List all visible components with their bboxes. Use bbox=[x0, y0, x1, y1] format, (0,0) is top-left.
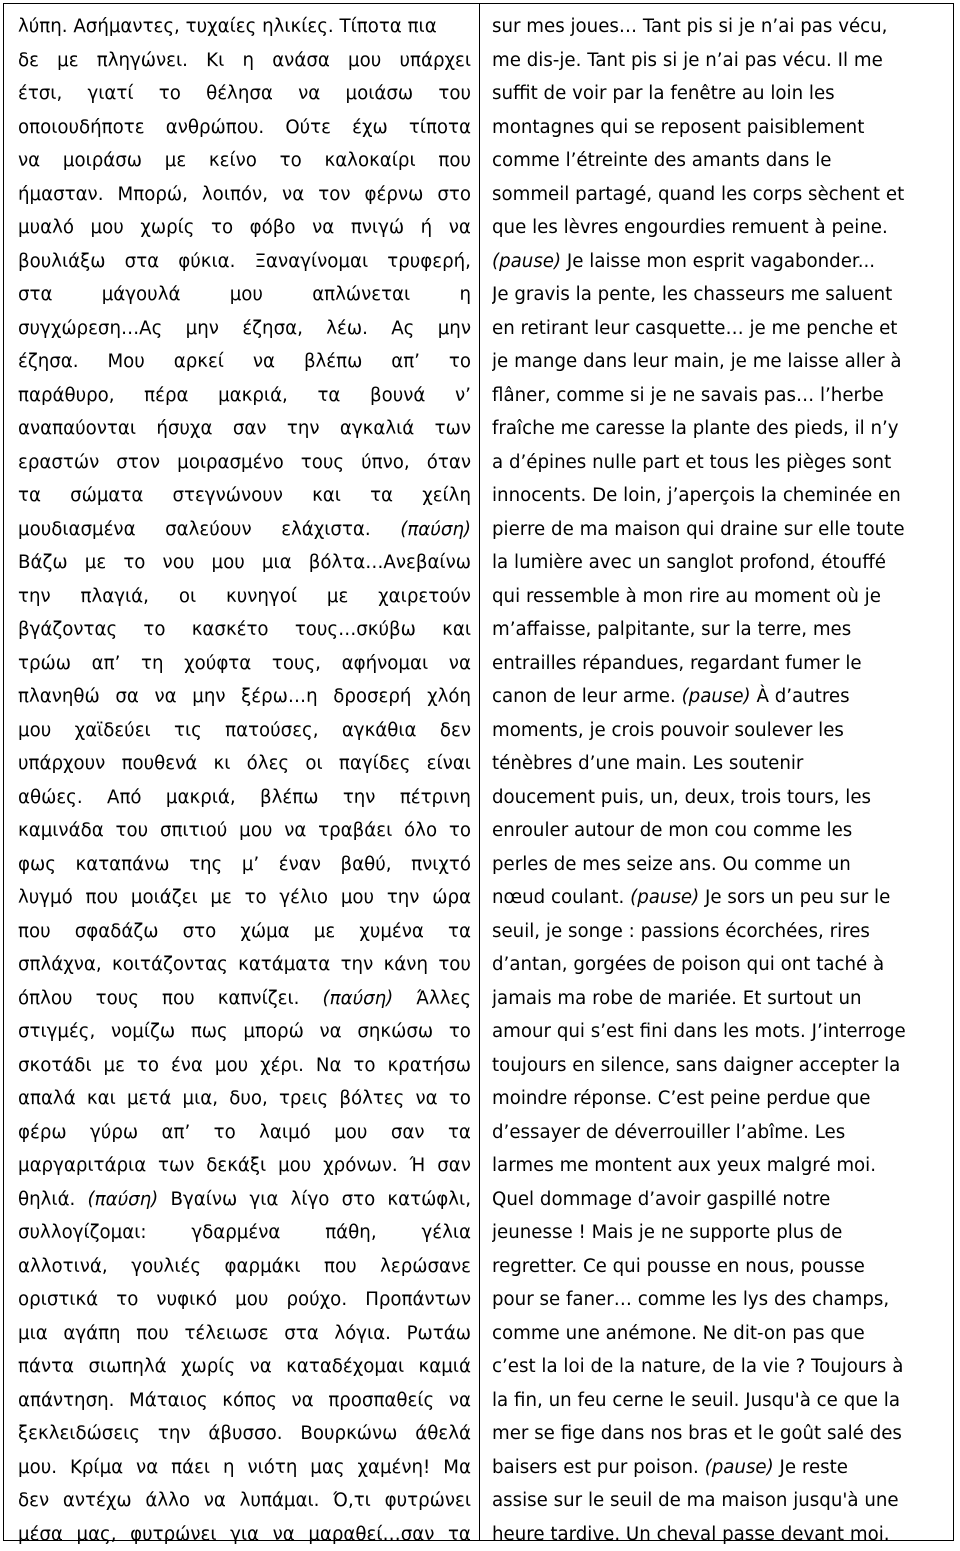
greek-text-line: έζησα. Μου αρκεί να βλέπω απ’ το bbox=[18, 345, 471, 379]
french-text-line: jeunesse ! Mais je ne supporte plus de bbox=[492, 1216, 947, 1250]
greek-text-line: εραστών στον μοιρασμένο τους ύπνο, όταν bbox=[18, 446, 471, 480]
greek-text-line: ήμασταν. Μπορώ, λοιπόν, να τον φέρνω στο bbox=[18, 178, 471, 212]
french-text-line: m’affaisse, palpitante, sur la terre, mes bbox=[492, 613, 947, 647]
french-text-line: sur mes joues… Tant pis si je n’ai pas vécu, bbox=[492, 10, 947, 44]
french-text-line: c’est la loi de la nature, de la vie ? Toujours à bbox=[492, 1350, 947, 1384]
french-text-line: amour qui s’est fini dans les mots. J’interroge bbox=[492, 1015, 947, 1049]
greek-text-line: πάντα σιωπηλά χωρίς να καταδέχομαι καμιά bbox=[18, 1350, 471, 1384]
greek-text-line: μου. Κρίμα να πάει η νιότη μας χαμένη! Μα bbox=[18, 1451, 471, 1485]
greek-text-line: αλλοτινά, γουλιές φαρμάκι που λερώσανε bbox=[18, 1250, 471, 1284]
french-text-line: (pause) Je laisse mon esprit vagabonder... bbox=[492, 245, 947, 279]
greek-text-line: απαλά και μετά μια, δυο, τρεις βόλτες να το bbox=[18, 1082, 471, 1116]
french-text-line: baisers est pur poison. (pause) Je reste bbox=[492, 1451, 947, 1485]
french-text-line: qui ressemble à mon rire au moment où je bbox=[492, 580, 947, 614]
french-text-line: en retirant leur casquette… je me penche et bbox=[492, 312, 947, 346]
french-text-line: perles de mes seize ans. Ou comme un bbox=[492, 848, 947, 882]
french-text-line: canon de leur arme. (pause) À d’autres bbox=[492, 680, 947, 714]
french-text-line: comme l’étreinte des amants dans le bbox=[492, 144, 947, 178]
greek-text-line: παράθυρο, πέρα μακριά, τα βουνά ν’ bbox=[18, 379, 471, 413]
french-text-line: ténèbres d’une main. Les soutenir bbox=[492, 747, 947, 781]
greek-text-line: μια αγάπη που τέλειωσε στα λόγια. Ρωτάω bbox=[18, 1317, 471, 1351]
french-text-column bbox=[480, 4, 953, 1540]
greek-text-line: έτσι, γιατί το θέλησα να μοιάσω του bbox=[18, 77, 471, 111]
greek-text-line: να μοιράσω με κείνο το καλοκαίρι που bbox=[18, 144, 471, 178]
french-text-line: entrailles répandues, regardant fumer le bbox=[492, 647, 947, 681]
french-text-line: doucement puis, un, deux, trois tours, les bbox=[492, 781, 947, 815]
greek-text-column bbox=[4, 4, 480, 1540]
greek-text-line: την πλαγιά, οι κυνηγοί με χαιρετούν bbox=[18, 580, 471, 614]
french-text-line: jamais ma robe de mariée. Et surtout un bbox=[492, 982, 947, 1016]
greek-text-line: μέσα μας, φυτρώνει για να μαραθεί…σαν τα bbox=[18, 1518, 471, 1551]
greek-text-line: μυαλό μου χωρίς το φόβο να πνιγώ ή να bbox=[18, 211, 471, 245]
french-text-line: Quel dommage d’avoir gaspillé notre bbox=[492, 1183, 947, 1217]
greek-text-line: όπλου τους που καπνίζει. (παύση) Άλλες bbox=[18, 982, 471, 1016]
greek-text-line: λυγμό που μοιάζει με το γέλιο μου την ώρα bbox=[18, 881, 471, 915]
greek-text-line: στα μάγουλά μου απλώνεται η bbox=[18, 278, 471, 312]
greek-text-line: σπλάχνα, κοιτάζοντας κατάματα την κάνη του bbox=[18, 948, 471, 982]
greek-text-line: δεν αντέχω άλλο να λυπάμαι. Ό,τι φυτρώνει bbox=[18, 1484, 471, 1518]
french-text-line: seuil, je songe : passions écorchées, rires bbox=[492, 915, 947, 949]
french-text-line: a d’épines nulle part et tous les pièges sont bbox=[492, 446, 947, 480]
french-text-line: toujours en silence, sans daigner accepter la bbox=[492, 1049, 947, 1083]
greek-text-line: τα σώματα στεγνώνουν και τα χείλη bbox=[18, 479, 471, 513]
greek-text-line: υπάρχουν πουθενά κι όλες οι παγίδες είναι bbox=[18, 747, 471, 781]
greek-text-line: αθώες. Από μακριά, βλέπω την πέτρινη bbox=[18, 781, 471, 815]
greek-text-line: σκοτάδι με το ένα μου χέρι. Να το κρατήσω bbox=[18, 1049, 471, 1083]
greek-text-line: τρώω απ’ τη χούφτα τους, αφήνομαι να bbox=[18, 647, 471, 681]
greek-text-line: Βάζω με το νου μου μια βόλτα…Ανεβαίνω bbox=[18, 546, 471, 580]
greek-text-line: βουλιάξω στα φύκια. Ξαναγίνομαι τρυφερή, bbox=[18, 245, 471, 279]
french-text-line: me dis-je. Tant pis si je n’ai pas vécu. Il me bbox=[492, 44, 947, 78]
french-text-line: que les lèvres engourdies remuent à peine. bbox=[492, 211, 947, 245]
french-text-line: la lumière avec un sanglot profond, étouffé bbox=[492, 546, 947, 580]
bilingual-text-table bbox=[3, 3, 954, 1541]
french-text-line: d’antan, gorgées de poison qui ont taché à bbox=[492, 948, 947, 982]
french-text-line: enrouler autour de mon cou comme les bbox=[492, 814, 947, 848]
french-text-line: moindre réponse. C’est peine perdue que bbox=[492, 1082, 947, 1116]
greek-text-line: λύπη. Ασήμαντες, τυχαίες ηλικίες. Τίποτα πια bbox=[18, 10, 471, 44]
french-text-line: fraîche me caresse la plante des pieds, il n’y bbox=[492, 412, 947, 446]
french-text-line: je mange dans leur main, je me laisse aller à bbox=[492, 345, 947, 379]
french-text-line: comme une anémone. Ne dit-on pas que bbox=[492, 1317, 947, 1351]
french-text-line: montagnes qui se reposent paisiblement bbox=[492, 111, 947, 145]
greek-text-line: μουδιασμένα σαλεύουν ελάχιστα. (παύση) bbox=[18, 513, 471, 547]
french-text-line: nœud coulant. (pause) Je sors un peu sur le bbox=[492, 881, 947, 915]
french-text-line: pierre de ma maison qui draine sur elle toute bbox=[492, 513, 947, 547]
greek-text-line: οριστικά το νυφικό μου ρούχο. Προπάντων bbox=[18, 1283, 471, 1317]
greek-text-line: ξεκλειδώσεις την άβυσσο. Βουρκώνω άθελά bbox=[18, 1417, 471, 1451]
greek-text-line: συγχώρεση…Ας μην έζησα, λέω. Ας μην bbox=[18, 312, 471, 346]
french-text-line: heure tardive. Un cheval passe devant moi. bbox=[492, 1518, 947, 1551]
greek-text-line: πλανηθώ σα να μην ξέρω…η δροσερή χλόη bbox=[18, 680, 471, 714]
french-text-line: pour se faner… comme les lys des champs, bbox=[492, 1283, 947, 1317]
french-text-line: larmes me montent aux yeux malgré moi. bbox=[492, 1149, 947, 1183]
greek-text-line: απάντηση. Μάταιος κόπος να προσπαθείς να bbox=[18, 1384, 471, 1418]
greek-text-line: μου χαϊδεύει τις πατούσες, αγκάθια δεν bbox=[18, 714, 471, 748]
greek-text-line: φέρω γύρω απ’ το λαιμό μου σαν τα bbox=[18, 1116, 471, 1150]
french-text-line: Je gravis la pente, les chasseurs me saluent bbox=[492, 278, 947, 312]
french-text-line: la fin, un feu cerne le seuil. Jusqu'à ce que la bbox=[492, 1384, 947, 1418]
french-text-line: suffit de voir par la fenêtre au loin les bbox=[492, 77, 947, 111]
greek-text-line: στιγμές, νομίζω πως μπορώ να σηκώσω το bbox=[18, 1015, 471, 1049]
french-text-line: regretter. Ce qui pousse en nous, pousse bbox=[492, 1250, 947, 1284]
greek-text-line: μαργαριτάρια των δεκάξι μου χρόνων. Ή σαν bbox=[18, 1149, 471, 1183]
greek-text-line: οποιουδήποτε ανθρώπου. Ούτε έχω τίποτα bbox=[18, 111, 471, 145]
french-text-line: flâner, comme si je ne savais pas… l’herbe bbox=[492, 379, 947, 413]
french-text-line: mer se fige dans nos bras et le goût salé des bbox=[492, 1417, 947, 1451]
greek-text-line: δε με πληγώνει. Κι η ανάσα μου υπάρχει bbox=[18, 44, 471, 78]
greek-text-line: συλλογίζομαι: γδαρμένα πάθη, γέλια bbox=[18, 1216, 471, 1250]
greek-text-line: αναπαύονται ήσυχα σαν την αγκαλιά των bbox=[18, 412, 471, 446]
greek-text-line: που σφαδάζω στο χώμα με χυμένα τα bbox=[18, 915, 471, 949]
french-text-line: assise sur le seuil de ma maison jusqu'à une bbox=[492, 1484, 947, 1518]
french-text-line: innocents. De loin, j’aperçois la cheminée en bbox=[492, 479, 947, 513]
greek-text-line: θηλιά. (παύση) Βγαίνω για λίγο στο κατώφλι, bbox=[18, 1183, 471, 1217]
french-text-line: d’essayer de déverrouiller l’abîme. Les bbox=[492, 1116, 947, 1150]
greek-text-line: φως καταπάνω της μ’ έναν βαθύ, πνιχτό bbox=[18, 848, 471, 882]
greek-text-line: καμινάδα του σπιτιού μου να τραβάει όλο το bbox=[18, 814, 471, 848]
french-text-line: sommeil partagé, quand les corps sèchent et bbox=[492, 178, 947, 212]
greek-text-line: βγάζοντας το κασκέτο τους…σκύβω και bbox=[18, 613, 471, 647]
french-text-line: moments, je crois pouvoir soulever les bbox=[492, 714, 947, 748]
